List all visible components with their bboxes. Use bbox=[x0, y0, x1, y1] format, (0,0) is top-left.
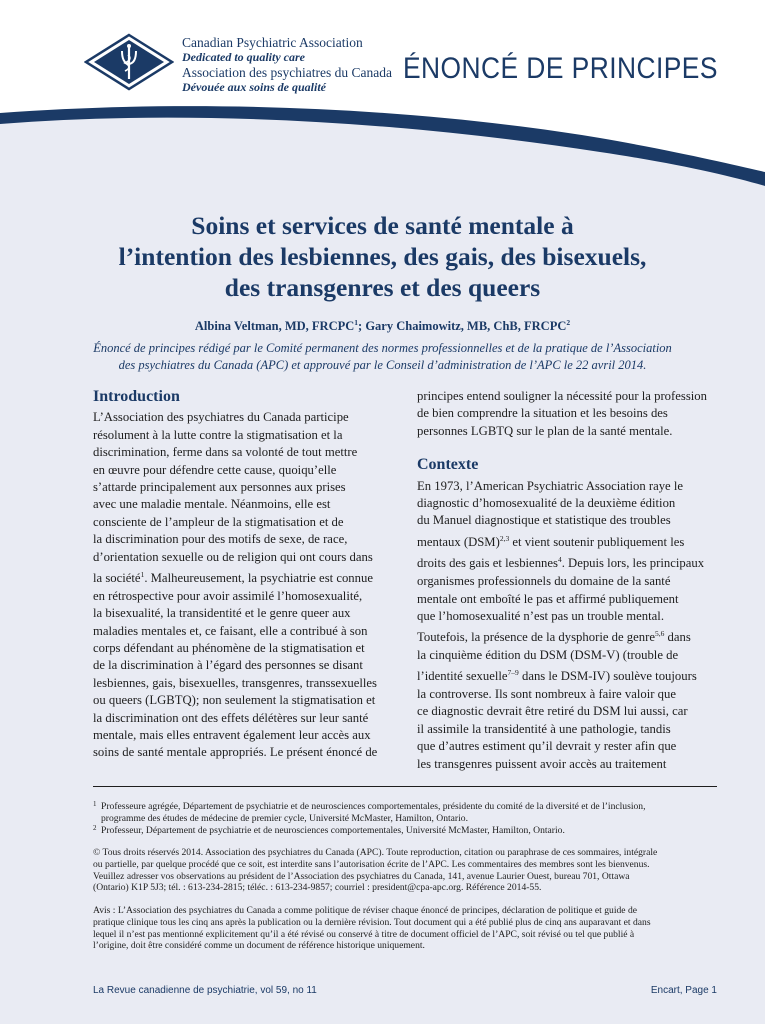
section-heading-introduction: Introduction bbox=[93, 388, 180, 405]
text-line: ou partielle, par quelque procédé que ce soit, est interdite sans l’autorisation écrite de l’APC. Les commentaires des membres sont les bienvenus. bbox=[93, 858, 650, 870]
text-line: du Manuel diagnostique et statistique des troubles bbox=[417, 513, 671, 528]
text-line: l’identité sexuelle bbox=[417, 669, 508, 684]
text-line: de bien comprendre la situation et les besoins des bbox=[417, 406, 668, 421]
text-line: ce diagnostic devrait être retiré du DSM lui aussi, car bbox=[417, 704, 688, 719]
text-line: s’attarde principalement aux personnes aux prises bbox=[93, 480, 346, 495]
text-line: En 1973, l’American Psychiatric Association raye le bbox=[417, 478, 684, 493]
text-line: la bisexualité, la transidentité et le genre queer aux bbox=[93, 606, 351, 621]
copyright-notice bbox=[93, 847, 717, 894]
statement-line: des psychiatres du Canada (APC) et approuvé par le Conseil d’administration de l’APC le 22 avril 2014. bbox=[118, 357, 647, 372]
text-line: en œuvre pour défendre cette cause, quoiqu’elle bbox=[93, 462, 337, 477]
text-line: de la discrimination à l’égard des personnes se disant bbox=[93, 658, 363, 673]
text-line: mentale, mais elles entravent également leur accès aux bbox=[93, 727, 371, 742]
text-line: d’orientation sexuelle ou de religion qui ont cours dans bbox=[93, 549, 373, 564]
text-line: résolument à la lutte contre la stigmatisation et la bbox=[93, 427, 343, 442]
cpa-logo-icon bbox=[84, 33, 174, 91]
text-line: la discrimination pour des motifs de sexe, de race, bbox=[93, 532, 348, 547]
tagline-en: Dedicated to quality care bbox=[182, 50, 305, 64]
text-line: (Ontario) K1P 5J3; tél. : 613-234-2815; téléc. : 613-234-9857; courriel : president@cpa-apc.org. Référence 2014-55. bbox=[93, 882, 542, 894]
text-line: la discrimination ont des effets délétères sur leur santé bbox=[93, 710, 369, 725]
text-line: avec une maladie mentale. Néanmoins, elle est bbox=[93, 497, 331, 512]
footnote-divider bbox=[93, 786, 717, 787]
text-line: consciente de l’ampleur de la stigmatisation et de bbox=[93, 514, 344, 529]
text-line: L’Association des psychiatres du Canada participe bbox=[93, 410, 349, 425]
text-line: corps défendant au phénomène de la stigmatisation et bbox=[93, 640, 365, 655]
text-line: maladies mentales et, ce faisant, elle a contribué à son bbox=[93, 623, 368, 638]
text-line: Professeur, Département de psychiatrie et de neurosciences comportementales, Université McMaster, Hamilton, Ontario. bbox=[101, 824, 565, 836]
text-line: personnes LGBTQ sur le plan de la santé mentale. bbox=[417, 423, 673, 438]
text-line: lequel il n’est pas mentionné explicitement qu’il a été révisé ou conservé à titre de document officiel de l’APC, soit révisé ou tel que publié à bbox=[93, 928, 635, 940]
text-line: Veuillez adresser vos observations au président de l’Association des psychiatres du Canada, 141, avenue Laurier Ouest, bureau 701, Ottawa bbox=[93, 870, 630, 882]
title-line: des transgenres et des queers bbox=[224, 273, 541, 302]
footnote-number: 2 bbox=[93, 823, 97, 832]
org-name-fr: Association des psychiatres du Canada bbox=[182, 65, 392, 80]
footnote-2 bbox=[93, 825, 717, 837]
introduction-paragraph bbox=[93, 409, 403, 761]
text-line: la controverse. Ils sont nombreux à faire valoir que bbox=[417, 687, 676, 702]
title-line: l’intention des lesbiennes, des gais, des bisexuels, bbox=[118, 242, 647, 271]
citation-mark: 5,6 bbox=[654, 629, 665, 639]
text-line: . Depuis lors, les principaux bbox=[561, 556, 705, 571]
text-line: programme des études de médecine de premier cycle, Université McMaster, Hamilton, Ontario. bbox=[101, 812, 468, 824]
page-header bbox=[0, 0, 765, 200]
text-line: et vient soutenir publiquement les bbox=[509, 535, 685, 550]
author-affiliation-mark: 2 bbox=[566, 318, 571, 327]
left-column bbox=[93, 388, 403, 762]
text-line: principes entend souligner la nécessité pour la profession bbox=[417, 389, 707, 403]
document-title bbox=[60, 210, 705, 303]
review-notice bbox=[93, 905, 717, 952]
org-name-en: Canadian Psychiatric Association bbox=[182, 35, 363, 50]
text-line: en rétrospective pour avoir assimilé l’homosexualité, bbox=[93, 588, 363, 603]
citation-mark: 7–9 bbox=[507, 668, 519, 678]
text-line: dans le DSM-IV) soulève toujours bbox=[518, 669, 697, 684]
text-line: l’origine, doit être considéré comme un document de référence historique uniquement. bbox=[93, 940, 425, 952]
text-line: la société bbox=[93, 571, 141, 586]
text-line: Professeure agrégée, Département de psychiatrie et de neurosciences comportementales, présidente du comité de la diversité et de l’inclusion, bbox=[101, 801, 646, 812]
contexte-paragraph bbox=[417, 478, 727, 773]
title-line: Soins et services de santé mentale à bbox=[191, 211, 574, 240]
text-line: . Malheureusement, la psychiatrie est connue bbox=[144, 571, 373, 586]
text-line: la cinquième édition du DSM (DSM-V) (trouble de bbox=[417, 647, 679, 662]
footnotes bbox=[93, 801, 717, 836]
text-line: que d’autres estiment qu’il devrait y rester afin que bbox=[417, 739, 677, 754]
text-line: ou queers (LGBTQ); non seulement la stigmatisation et bbox=[93, 693, 376, 708]
text-line: que l’homosexualité n’est pas un trouble mental. bbox=[417, 608, 664, 623]
citation-mark: 2,3 bbox=[499, 533, 510, 543]
statement-line: Énoncé de principes rédigé par le Comité permanent des normes professionnelles et de la pratique de l’Association bbox=[93, 341, 672, 355]
statement-note bbox=[80, 340, 685, 373]
text-line: diagnostic d’homosexualité de la deuxième édition bbox=[417, 496, 676, 511]
text-line: soins de santé mentale appropriés. Le présent énoncé de bbox=[93, 745, 378, 760]
footer-journal: La Revue canadienne de psychiatrie, vol 59, no 11 bbox=[93, 985, 317, 996]
document-type: ÉNONCÉ DE PRINCIPES bbox=[403, 52, 718, 85]
text-line: Toutefois, la présence de la dysphorie de genre bbox=[417, 630, 655, 645]
text-line: mentaux (DSM) bbox=[417, 535, 500, 550]
text-line: il assimile la transidentité à une pathologie, tandis bbox=[417, 721, 671, 736]
introduction-continued bbox=[417, 388, 727, 440]
footnote-number: 1 bbox=[93, 800, 97, 808]
header-swoosh bbox=[0, 100, 765, 200]
footer-page-number: Encart, Page 1 bbox=[650, 985, 717, 996]
text-line: lesbiennes, gais, bisexuelles, transgenres, transsexuelles bbox=[93, 675, 377, 690]
citation-mark: 4 bbox=[557, 555, 562, 565]
section-heading-contexte: Contexte bbox=[417, 456, 479, 474]
author-name: Albina Veltman, MD, FRCPC bbox=[194, 319, 355, 334]
text-line: droits des gais et lesbiennes bbox=[417, 556, 558, 571]
author-affiliation-mark: 1 bbox=[354, 318, 359, 327]
author-name: Gary Chaimowitz, MB, ChB, FRCPC bbox=[365, 319, 567, 334]
tagline-fr: Dévouée aux soins de qualité bbox=[182, 80, 326, 94]
authors bbox=[60, 318, 705, 334]
text-line: mentale ont emboîté le pas et affirmé publiquement bbox=[417, 591, 679, 606]
author-separator: ; bbox=[358, 319, 366, 334]
text-line: Avis : L’Association des psychiatres du Canada a comme politique de réviser chaque énoncé de principes, déclaration de politique et guide de bbox=[93, 905, 638, 916]
text-line: discrimination, ferme dans sa volonté de tout mettre bbox=[93, 445, 358, 460]
text-line: pratique clinique tous les cinq ans après la publication ou la dernière révision. Tout document qui a été publié plus de cinq ans auparavant et dans bbox=[93, 916, 651, 928]
text-line: organismes professionnels du domaine de la santé bbox=[417, 574, 671, 589]
text-line: © Tous droits réservés 2014. Association des psychiatres du Canada (APC). Toute reproduction, citation ou paraphrase de ces sommaires, intégrale bbox=[93, 847, 658, 858]
right-column bbox=[417, 388, 727, 773]
text-line: les transgenres puissent avoir accès au traitement bbox=[417, 756, 667, 771]
text-line: dans bbox=[664, 630, 691, 645]
footnote-1 bbox=[93, 801, 717, 825]
citation-mark: 1 bbox=[140, 570, 145, 580]
